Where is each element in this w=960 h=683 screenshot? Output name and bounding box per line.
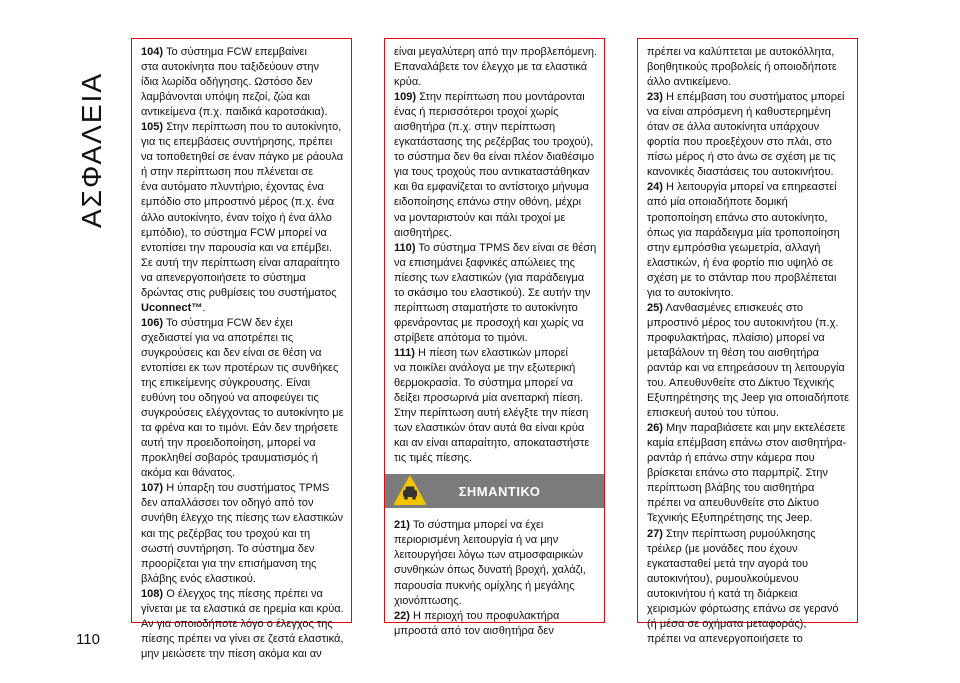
- line-text: μεταβάλουν τη θέση του αισθητήρα: [647, 346, 820, 359]
- line-text: Στην περίπτωση που το αυτοκίνητο,: [163, 121, 342, 134]
- line-text: Η περιοχή του προφυλακτήρα: [409, 609, 560, 622]
- line-text: το σκάσιμο του ελαστικού). Σε αυτήν την: [394, 286, 591, 299]
- text-line: [394, 406, 598, 421]
- text-line: [647, 286, 851, 301]
- line-text: στρίβετε απότομα το τιμόνι.: [394, 331, 528, 344]
- line-text: ελαστικών, ή ένα φορτίο πιο υψηλό σε: [647, 256, 834, 269]
- text-line: [647, 150, 851, 165]
- line-text: συνθηκών όπως δυνατή βροχή, χαλάζι,: [394, 564, 586, 577]
- line-text: να μονταριστούν και πάλι τροχοί με: [394, 211, 566, 224]
- line-text: στην εμπρόσθια γεωμετρία, αλλαγή: [647, 241, 821, 254]
- text-line: [141, 602, 345, 617]
- line-text: όπως για παράδειγμα μία τροποποίηση: [647, 226, 840, 239]
- line-text: λειτουργήσει λόγω των ατμοσφαιρικών: [394, 549, 584, 562]
- line-text: Σε αυτή την περίπτωση είναι απαραίτητο: [141, 256, 340, 269]
- text-line: [394, 60, 598, 75]
- text-line: [394, 286, 598, 301]
- text-line: [394, 609, 598, 624]
- line-text: Η πίεση των ελαστικών μπορεί: [414, 346, 569, 359]
- line-text: δρώντας στις ρυθμίσεις του συστήματος: [141, 286, 337, 299]
- text-line: [141, 481, 345, 496]
- text-line: [647, 617, 851, 632]
- line-text: ένα αυτόματο πλυντήριο, έχοντας ένα: [141, 181, 324, 194]
- text-line: [394, 180, 598, 195]
- line-text: Μην παραβιάσετε και μην εκτελέσετε: [662, 422, 846, 435]
- text-line: [394, 533, 598, 548]
- line-text: παρουσία πυκνής ομίχλης ή μεγάλης: [394, 579, 575, 592]
- text-line: [394, 548, 598, 563]
- line-text: προκληθεί σοβαρός τραυματισμός ή: [141, 452, 318, 465]
- text-line: [141, 361, 345, 376]
- text-line: [141, 391, 345, 406]
- text-line: [141, 617, 345, 632]
- text-line: [647, 587, 851, 602]
- line-text: επισκευή αυτού του τύπου.: [647, 407, 779, 420]
- text-line: [141, 120, 345, 135]
- line-text: εγκατάστασης της ρεζέρβας του τροχού),: [394, 136, 594, 149]
- text-line: [394, 135, 598, 150]
- text-line: [647, 391, 851, 406]
- text-line: [394, 195, 598, 210]
- line-text: θερμοκρασία. Το σύστημα μπορεί να: [394, 377, 574, 390]
- line-text: μπροστά από τον αισθητήρα δεν: [394, 624, 554, 637]
- line-text: ένας ή περισσότεροι τροχοί χωρίς: [394, 106, 559, 119]
- text-line: [141, 90, 345, 105]
- bold-label: 110): [394, 241, 416, 254]
- bold-label: 25): [647, 301, 663, 314]
- line-text: της επικείμενης σύγκρουσης. Είναι: [141, 377, 311, 390]
- line-text: ευθύνη του οδηγού να αποφεύγει τις: [141, 392, 319, 405]
- line-text: χιονόπτωσης.: [394, 594, 462, 607]
- column-2-text: [394, 45, 598, 466]
- line-text: Το σύστημα FCW δεν έχει: [163, 316, 293, 329]
- line-text: μην μειώσετε την πίεση ακόμα και αν: [141, 647, 322, 660]
- text-line: [141, 331, 345, 346]
- line-text: συνήθη έλεγχο της πίεσης των ελαστικών: [141, 512, 344, 525]
- text-line: [141, 271, 345, 286]
- text-line: [647, 75, 851, 90]
- line-text: το σύστημα δεν θα είναι πλέον διαθέσιμο: [394, 151, 595, 164]
- text-line: [394, 594, 598, 609]
- line-text: συγκρούσεις ελέγχοντας το αυτοκίνητο με: [141, 407, 344, 420]
- text-line: [141, 75, 345, 90]
- line-text: Τεχνικής Εξυπηρέτησης της Jeep.: [647, 512, 813, 525]
- text-line: [141, 572, 345, 587]
- text-line: [141, 542, 345, 557]
- line-text: περίπτωση βλάβης του αισθητήρα: [647, 482, 815, 495]
- line-text: περίπτωση σταματήστε το αυτοκίνητο: [394, 301, 578, 314]
- text-line: [394, 271, 598, 286]
- line-text: να τοποθετηθεί σε έναν πάγκο με ράουλα: [141, 151, 344, 164]
- bold-label: 111): [394, 346, 415, 359]
- bold-label: 22): [394, 609, 410, 622]
- text-line: [647, 316, 851, 331]
- text-line: [141, 45, 345, 60]
- line-text: τις τιμές πίεσης.: [394, 452, 473, 465]
- line-text: βλάβης ενός ελαστικού.: [141, 572, 256, 585]
- line-text: βρίσκεται επάνω στο παρμπρίζ. Στην: [647, 467, 828, 480]
- line-text: (ή μέσα σε οχήματα μεταφοράς),: [647, 617, 807, 630]
- text-line: [394, 211, 598, 226]
- text-line: [647, 632, 851, 647]
- line-text: Στην περίπτωση ρυμούλκησης: [662, 527, 816, 540]
- text-line: [647, 195, 851, 210]
- line-text: αυτοκινήτου ή κατά τη διάρκεια: [647, 587, 798, 600]
- line-text: εμπόδιο), το σύστημα FCW μπορεί να: [141, 226, 327, 239]
- text-line: [141, 632, 345, 647]
- text-line: [141, 436, 345, 451]
- text-line: [141, 135, 345, 150]
- line-text: Στην περίπτωση αυτή ελέγξτε την πίεση: [394, 407, 589, 420]
- line-text: και θα εμφανίζεται το αντίστοιχο μήνυμα: [394, 181, 589, 194]
- line-text: πρέπει να απενεργοποιήσετε το: [647, 632, 803, 645]
- text-line: [647, 256, 851, 271]
- text-line: [647, 376, 851, 391]
- line-text: και αν είναι απαραίτητο, αποκαταστήστε: [394, 437, 590, 450]
- text-line: [394, 226, 598, 241]
- text-line: [647, 60, 851, 75]
- text-line: [647, 120, 851, 135]
- line-text: πίεσης των ελαστικών (για παράδειγμα: [394, 271, 585, 284]
- text-line: [141, 256, 345, 271]
- line-text: δεν απαλλάσσει τον οδηγό από τον: [141, 497, 314, 510]
- text-line: [647, 557, 851, 572]
- line-text: Η ύπαρξη του συστήματος TPMS: [163, 482, 330, 495]
- line-text: Εξυπηρέτησης της Jeep για οποιαδήποτε: [647, 392, 850, 405]
- line-text: τρέιλερ (με μονάδες που έχουν: [647, 542, 798, 555]
- bold-label: 26): [647, 422, 663, 435]
- text-line: [141, 150, 345, 165]
- text-line: [141, 376, 345, 391]
- line-text: Ο έλεγχος της πίεσης πρέπει να: [163, 587, 323, 600]
- text-line: [647, 165, 851, 180]
- line-text: μπροστινό μέρος του αυτοκινήτου (π.χ.: [647, 316, 839, 329]
- text-line: [647, 511, 851, 526]
- line-text: από μία οποιαδήποτε δομική: [647, 196, 788, 209]
- line-text: σχεδιαστεί για να αποτρέπει τις: [141, 331, 294, 344]
- line-text: ίδια λωρίδα οδήγησης. Ωστόσο δεν: [141, 76, 313, 89]
- bold-label: 107): [141, 482, 164, 495]
- text-line: [647, 527, 851, 542]
- bold-label: 104): [141, 46, 164, 58]
- text-line: [394, 624, 598, 639]
- line-text: σωστή συντήρηση. Το σύστημα δεν: [141, 542, 315, 555]
- text-line: [141, 587, 345, 602]
- bold-label: 106): [141, 316, 164, 329]
- line-text: στα αυτοκίνητα που ταξιδεύουν στην: [141, 61, 320, 74]
- line-text: καμία επέμβαση επάνω στον αισθητήρα-: [647, 437, 847, 450]
- text-line: [141, 286, 345, 301]
- text-line: [141, 647, 345, 662]
- text-line: [647, 90, 851, 105]
- bold-label: 109): [394, 91, 417, 104]
- text-line: [647, 451, 851, 466]
- bold-label: 24): [647, 181, 663, 194]
- line-text: για τους τροχούς που αντικαταστάθηκαν: [394, 166, 590, 179]
- text-line: [394, 165, 598, 180]
- line-text: ειδοποίησης επάνω στην οθόνη, μέχρι: [394, 196, 582, 209]
- line-text: πρέπει να καλύπτεται με αυτοκόλλητα,: [647, 46, 835, 58]
- line-text: να επισημάνει ξαφνικές απώλειες της: [394, 256, 576, 269]
- line-text: χειρισμών φόρτωσης επάνω σε γερανό: [647, 602, 839, 615]
- text-line: [141, 421, 345, 436]
- line-text: εγκατασταθεί μετά την αγορά του: [647, 557, 809, 570]
- text-line: [394, 579, 598, 594]
- text-line: [647, 241, 851, 256]
- text-line: [141, 226, 345, 241]
- line-text: όταν σε άλλα αυτοκίνητα υπάρχουν: [647, 121, 820, 134]
- line-text: ραντάρ και να επηρεάσουν τη λειτουργία: [647, 361, 845, 374]
- line-text: άλλο αντικείμενο.: [647, 76, 732, 89]
- line-text: ραντάρ ή επάνω στην κάμερα που: [647, 452, 815, 465]
- bold-label: 105): [141, 121, 164, 134]
- text-line: [647, 135, 851, 150]
- line-text: να απενεργοποιήσετε το σύστημα: [141, 271, 306, 284]
- line-text: είναι μεγαλύτερη από την προβλεπόμενη.: [394, 46, 598, 58]
- text-line: [647, 226, 851, 241]
- bold-label: 21): [394, 519, 410, 532]
- text-line: [647, 301, 851, 316]
- line-text: κρύα.: [394, 76, 422, 89]
- line-text: τροποποίηση επάνω στο αυτοκίνητο,: [647, 211, 828, 224]
- line-text: πίεσης πρέπει να γίνει σε ζεστά ελαστικά,: [141, 632, 344, 645]
- line-text: περιορισμένη λειτουργία ή να μην: [394, 534, 559, 547]
- text-line: [647, 361, 851, 376]
- text-line: [394, 120, 598, 135]
- text-line: [647, 346, 851, 361]
- text-line: [394, 331, 598, 346]
- text-line: [394, 518, 598, 533]
- line-text: για το αυτοκίνητο.: [647, 286, 734, 299]
- text-line: [647, 45, 851, 60]
- line-text: .: [202, 301, 206, 314]
- line-text: αυτή την προειδοποίηση, μπορεί να: [141, 437, 316, 450]
- text-line: [647, 602, 851, 617]
- text-line: [394, 241, 598, 256]
- line-text: αντικείμενα (π.χ. παιδικά καροτσάκια).: [141, 106, 328, 119]
- text-line: [647, 421, 851, 436]
- text-line: [141, 180, 345, 195]
- line-text: Το σύστημα FCW επεμβαίνει: [163, 46, 307, 58]
- text-line: [394, 421, 598, 436]
- text-line: [141, 466, 345, 481]
- line-text: Επαναλάβετε τον έλεγχο με τα ελαστικά: [394, 61, 588, 74]
- line-text: βοηθητικούς προβολείς ή οποιοδήποτε: [647, 61, 837, 74]
- line-text: να είναι απρόσμενη ή καθυστερημένη: [647, 106, 831, 119]
- line-text: ή στην περίπτωση που πλένεται σε: [141, 166, 313, 179]
- line-text: Αν για οποιοδήποτε λόγο ο έλεγχος της: [141, 617, 333, 630]
- line-text: άλλο αυτοκίνητο, έναν τοίχο ή ένα άλλο: [141, 211, 332, 224]
- text-line: [141, 557, 345, 572]
- line-text: εντοπίσει την παρουσία και να επέμβει.: [141, 241, 333, 254]
- line-text: εντοπίσει εκ των προτέρων τις συνθήκες: [141, 361, 339, 374]
- line-text: δείξει προσωρινά μία ανεπαρκή πίεση.: [394, 392, 584, 405]
- text-line: [394, 105, 598, 120]
- bold-label: 108): [141, 587, 164, 600]
- text-line: [141, 511, 345, 526]
- text-line: [394, 256, 598, 271]
- bold-label: 23): [647, 91, 663, 104]
- text-line: [141, 211, 345, 226]
- text-line: [647, 496, 851, 511]
- line-text: κανονικές διαστάσεις του αυτοκινήτου.: [647, 166, 834, 179]
- line-text: Η λειτουργία μπορεί να επηρεαστεί: [662, 181, 837, 194]
- section-title: [76, 30, 108, 270]
- text-line: [141, 105, 345, 120]
- text-line: [394, 346, 598, 361]
- important-notice-header: [385, 474, 604, 508]
- text-line: [141, 406, 345, 421]
- bold-label: Uconnect™: [141, 301, 203, 314]
- column-2: [384, 38, 605, 637]
- line-text: σχέση με το στάνταρ που προβλέπεται: [647, 271, 837, 284]
- text-line: [394, 75, 598, 90]
- text-line: [141, 195, 345, 210]
- section-title-text: ΑΣΦΑΛΕΙΑ: [76, 71, 107, 229]
- text-line: [394, 316, 598, 331]
- line-text: Το σύστημα TPMS δεν είναι σε θέση: [415, 241, 597, 254]
- bold-label: 27): [647, 527, 663, 540]
- text-line: [647, 466, 851, 481]
- column-3: [637, 38, 858, 645]
- car-warning-icon: [393, 474, 427, 508]
- text-line: [647, 481, 851, 496]
- line-text: των ελαστικών όταν αυτά θα είναι κρύα: [394, 422, 585, 435]
- column-2-notes: [394, 518, 598, 638]
- line-text: προφυλακτήρας, πλαίσιο) μπορεί να: [647, 331, 825, 344]
- line-text: του. Απευθυνθείτε στο Δίκτυο Τεχνικής: [647, 377, 835, 390]
- text-line: [141, 301, 345, 316]
- text-line: [647, 572, 851, 587]
- line-text: φρενάροντας με προσοχή και χωρίς να: [394, 316, 584, 329]
- text-line: [647, 542, 851, 557]
- line-text: πίσω μέρος ή στο άνω σε σχέση με τις: [647, 151, 836, 164]
- line-text: λαμβάνονται υπόψη πεζοί, ζώα και: [141, 91, 310, 104]
- line-text: Το σύστημα μπορεί να έχει: [409, 519, 544, 532]
- text-line: [394, 436, 598, 451]
- line-text: γίνεται με τα ελαστικά σε ηρεμία και κρύα.: [141, 602, 344, 615]
- column-1: [131, 38, 352, 660]
- text-line: [647, 180, 851, 195]
- line-text: τα φρένα και το τιμόνι. Εάν δεν τηρήσετε: [141, 422, 339, 435]
- text-line: [141, 496, 345, 511]
- text-line: [141, 451, 345, 466]
- important-notice-title: ΣΗΜΑΝΤΙΚΟ: [458, 483, 541, 499]
- text-line: [141, 316, 345, 331]
- text-line: [394, 451, 598, 466]
- line-text: αυτοκινήτου), ρυμουλκούμενου: [647, 572, 799, 585]
- text-line: [394, 563, 598, 578]
- page-number: 110: [76, 631, 100, 648]
- text-line: [647, 211, 851, 226]
- text-line: [647, 406, 851, 421]
- text-line: [141, 527, 345, 542]
- text-line: [647, 331, 851, 346]
- line-text: αισθητήρα (π.χ. στην περίπτωση: [394, 121, 556, 134]
- text-line: [394, 45, 598, 60]
- line-text: να ποικίλει ανάλογα με την εξωτερική: [394, 361, 576, 374]
- line-text: Η επέμβαση του συστήματος μπορεί: [662, 91, 845, 104]
- text-line: [394, 90, 598, 105]
- text-line: [647, 271, 851, 286]
- text-line: [647, 436, 851, 451]
- text-line: [394, 361, 598, 376]
- text-line: [141, 346, 345, 361]
- line-text: πρέπει να απευθυνθείτε στο Δίκτυο: [647, 497, 819, 510]
- line-text: αισθητήρες.: [394, 226, 453, 239]
- text-line: [141, 165, 345, 180]
- line-text: εμπόδιο στο μπροστινό μέρος (π.χ. ένα: [141, 196, 335, 209]
- line-text: Λανθασμένες επισκευές στο: [662, 301, 803, 314]
- line-text: ακόμα και θάνατος.: [141, 467, 236, 480]
- line-text: Στην περίπτωση που μοντάρονται: [416, 91, 585, 104]
- line-text: φορτία που προεξέχουν στο πλάι, στο: [647, 136, 832, 149]
- line-text: προορίζεται για την επισήμανση της: [141, 557, 317, 570]
- text-line: [141, 241, 345, 256]
- text-line: [394, 301, 598, 316]
- text-line: [394, 391, 598, 406]
- text-line: [141, 60, 345, 75]
- line-text: και της ρεζέρβας του τροχού και τη: [141, 527, 311, 540]
- text-line: [394, 150, 598, 165]
- text-line: [394, 376, 598, 391]
- text-line: [647, 105, 851, 120]
- line-text: για τις επεμβάσεις συντήρησης, πρέπει: [141, 136, 333, 149]
- line-text: συγκρούσεις και δεν είναι σε θέση να: [141, 346, 322, 359]
